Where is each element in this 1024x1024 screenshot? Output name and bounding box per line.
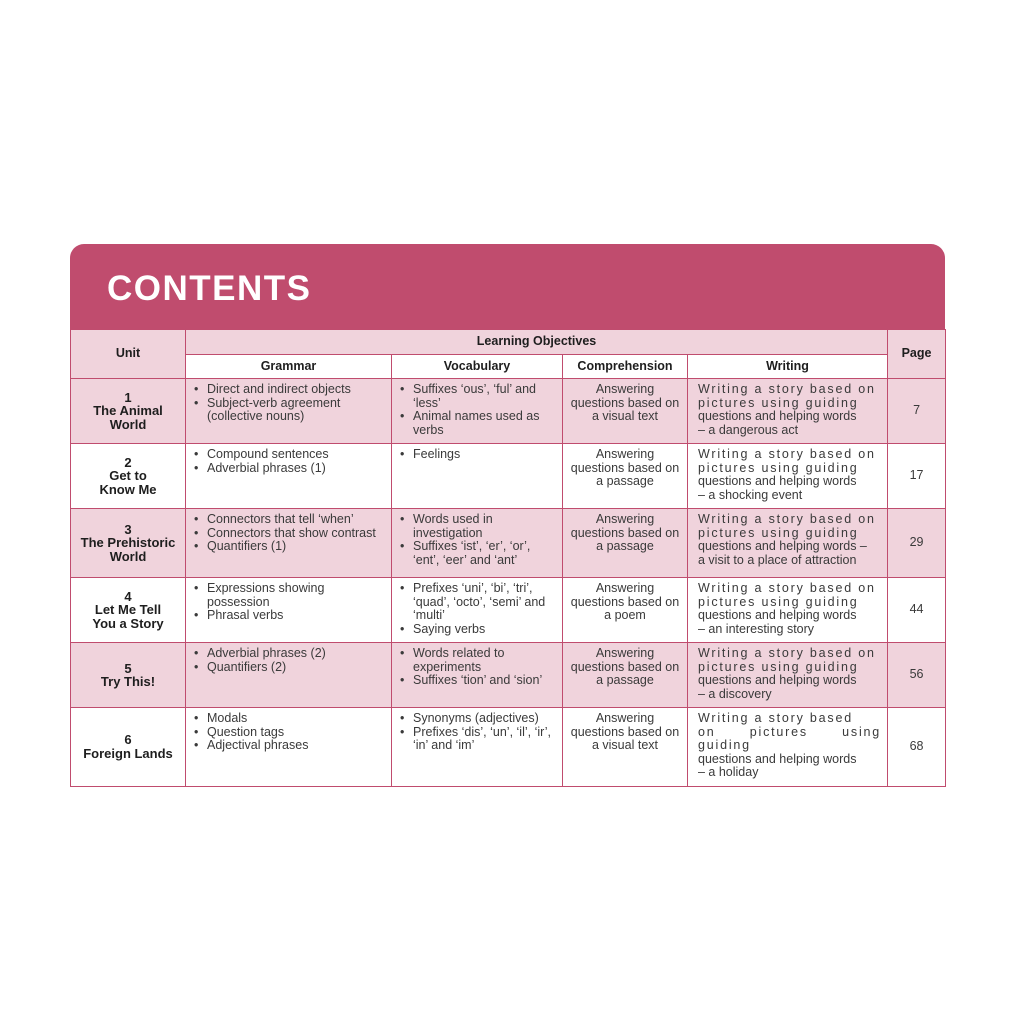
grammar-cell xyxy=(186,509,392,578)
page-number: 44 xyxy=(888,578,946,643)
vocabulary-cell xyxy=(392,379,563,444)
vocabulary-list xyxy=(392,708,562,759)
vocabulary-list xyxy=(392,444,562,468)
unit-name-line: The Animal xyxy=(93,403,163,419)
vocabulary-cell xyxy=(392,643,563,708)
page-number: 68 xyxy=(888,708,946,787)
list-item: • Direct and indirect objects xyxy=(207,383,385,397)
unit-name-line: Foreign Lands xyxy=(83,745,173,761)
comprehension-cell: Answering questions based on a passage xyxy=(563,509,688,578)
list-item: • Saying verbs xyxy=(413,623,556,637)
writing-line: on pictures using guiding xyxy=(698,724,882,752)
grammar-list xyxy=(186,643,391,680)
unit-number: 3 xyxy=(124,521,132,537)
writing-cell xyxy=(688,509,888,578)
writing-line: Writing a story based on xyxy=(698,382,876,396)
unit-name-line: Let Me Tell xyxy=(94,602,162,618)
writing-line: pictures using guiding xyxy=(698,395,859,410)
writing-line: – a holiday xyxy=(698,765,759,779)
writing-line: Writing a story based xyxy=(698,711,853,725)
contents-card xyxy=(70,244,945,787)
vocabulary-cell xyxy=(392,708,563,787)
page-number: 29 xyxy=(888,509,946,578)
writing-line: questions and helping words xyxy=(698,751,857,766)
page-number: 7 xyxy=(888,379,946,444)
writing-line: – a shocking event xyxy=(698,487,803,502)
writing-cell xyxy=(688,444,888,509)
unit-name-line: Know Me xyxy=(99,481,157,497)
vocabulary-list xyxy=(392,643,562,694)
grammar-list xyxy=(186,379,391,430)
list-item: • Phrasal verbs xyxy=(207,609,385,623)
table-row xyxy=(71,708,946,787)
list-item: • Words related to experiments xyxy=(413,647,556,674)
writing-line: Writing a story based on xyxy=(698,512,876,526)
comprehension-cell: Answering questions based on a passage xyxy=(563,444,688,509)
comprehension-cell: Answering questions based on a visual text xyxy=(563,379,688,444)
writing-line: pictures using guiding xyxy=(698,594,859,609)
vocabulary-header: Vocabulary xyxy=(392,355,563,379)
unit-cell xyxy=(71,708,186,787)
grammar-list xyxy=(186,444,391,481)
table-row xyxy=(71,509,946,578)
writing-line: questions and helping words – xyxy=(698,539,867,553)
unit-name-line: World xyxy=(109,416,147,432)
vocabulary-cell xyxy=(392,444,563,509)
comprehension-header: Comprehension xyxy=(563,355,688,379)
list-item: • Adverbial phrases (1) xyxy=(207,462,385,476)
comprehension-cell: Answering questions based on a poem xyxy=(563,578,688,643)
writing-header: Writing xyxy=(688,355,888,379)
table-row xyxy=(71,379,946,444)
grammar-cell xyxy=(186,643,392,708)
writing-cell xyxy=(688,578,888,643)
comprehension-cell: Answering questions based on a visual text xyxy=(563,708,688,787)
unit-header: Unit xyxy=(71,330,186,379)
writing-cell xyxy=(688,708,888,787)
list-item: • Suffixes ‘tion’ and ‘sion’ xyxy=(413,674,556,688)
list-item: • Words used in investigation xyxy=(413,513,556,540)
unit-cell xyxy=(71,643,186,708)
writing-line: a visit to a place of attraction xyxy=(698,552,857,567)
writing-line: Writing a story based on xyxy=(698,447,876,461)
table-row xyxy=(71,444,946,509)
list-item: • Synonyms (adjectives) xyxy=(413,712,556,726)
table-row xyxy=(71,643,946,708)
writing-cell xyxy=(688,379,888,444)
list-item: • Animal names used as verbs xyxy=(413,410,556,437)
unit-number: 4 xyxy=(124,588,132,604)
list-item: • Connectors that tell ‘when’ xyxy=(207,513,385,527)
page-title: CONTENTS xyxy=(107,269,312,308)
writing-line: pictures using guiding xyxy=(698,460,859,475)
writing-line: questions and helping words xyxy=(698,673,857,687)
contents-table xyxy=(70,329,946,787)
list-item: • Quantifiers (2) xyxy=(207,661,385,675)
list-item: • Subject-verb agreement (collective nouns) xyxy=(207,397,385,424)
writing-line: questions and helping words xyxy=(698,409,857,423)
list-item: • Feelings xyxy=(413,448,556,462)
vocabulary-list xyxy=(392,379,562,443)
writing-line: pictures using guiding xyxy=(698,659,859,674)
list-item: • Prefixes ‘uni’, ‘bi’, ‘tri’, ‘quad’, ‘octo’, ‘semi’ and ‘multi’ xyxy=(413,582,556,623)
writing-line: – a dangerous act xyxy=(698,422,799,437)
unit-name-line: You a Story xyxy=(92,615,164,631)
grammar-list xyxy=(186,509,391,560)
page-header: Page xyxy=(888,330,946,379)
page-number: 56 xyxy=(888,643,946,708)
writing-line: pictures using guiding xyxy=(698,525,859,540)
grammar-list xyxy=(186,578,391,629)
unit-number: 6 xyxy=(124,732,132,748)
grammar-cell xyxy=(186,444,392,509)
grammar-cell xyxy=(186,578,392,643)
table-row xyxy=(71,578,946,643)
unit-number: 1 xyxy=(124,389,132,405)
unit-cell xyxy=(71,578,186,643)
grammar-cell xyxy=(186,379,392,444)
unit-cell xyxy=(71,509,186,578)
unit-name-line: The Prehistoric xyxy=(80,535,176,551)
writing-cell xyxy=(688,643,888,708)
vocabulary-cell xyxy=(392,578,563,643)
grammar-header: Grammar xyxy=(186,355,392,379)
unit-name-line: Try This! xyxy=(100,674,156,689)
unit-cell xyxy=(71,379,186,444)
unit-number: 2 xyxy=(124,454,132,470)
list-item: • Compound sentences xyxy=(207,448,385,462)
contents-banner xyxy=(70,244,945,329)
writing-line: Writing a story based on xyxy=(698,646,876,660)
unit-name-line: Get to xyxy=(109,468,147,484)
grammar-cell xyxy=(186,708,392,787)
unit-cell xyxy=(71,444,186,509)
table-body xyxy=(71,379,946,787)
list-item: • Connectors that show contrast xyxy=(207,527,385,541)
learning-objectives-header: Learning Objectives xyxy=(186,330,888,355)
writing-line: questions and helping words xyxy=(698,608,857,622)
list-item: • Adverbial phrases (2) xyxy=(207,647,385,661)
writing-line: – a discovery xyxy=(698,686,772,701)
list-item: • Suffixes ‘ous’, ‘ful’ and ‘less’ xyxy=(413,383,556,410)
header-row-1 xyxy=(71,330,946,355)
unit-number: 5 xyxy=(124,660,132,676)
vocabulary-list xyxy=(392,509,562,573)
page-number: 17 xyxy=(888,444,946,509)
vocabulary-list xyxy=(392,578,562,642)
list-item: • Modals xyxy=(207,712,385,726)
writing-line: – an interesting story xyxy=(698,621,815,636)
writing-line: Writing a story based on xyxy=(698,581,876,595)
grammar-list xyxy=(186,708,391,759)
list-item: • Prefixes ‘dis’, ‘un’, ‘il’, ‘ir’, ‘in’ and ‘im’ xyxy=(413,726,556,753)
list-item: • Suffixes ‘ist’, ‘er’, ‘or’, ‘ent’, ‘eer’ and ‘ant’ xyxy=(413,540,556,567)
unit-name-line: World xyxy=(109,548,147,564)
list-item: • Quantifiers (1) xyxy=(207,540,385,554)
header-row-2 xyxy=(71,355,946,379)
list-item: • Expressions showing possession xyxy=(207,582,385,609)
list-item: • Adjectival phrases xyxy=(207,739,385,753)
writing-line: questions and helping words xyxy=(698,474,857,488)
comprehension-cell: Answering questions based on a passage xyxy=(563,643,688,708)
list-item: • Question tags xyxy=(207,726,385,740)
vocabulary-cell xyxy=(392,509,563,578)
